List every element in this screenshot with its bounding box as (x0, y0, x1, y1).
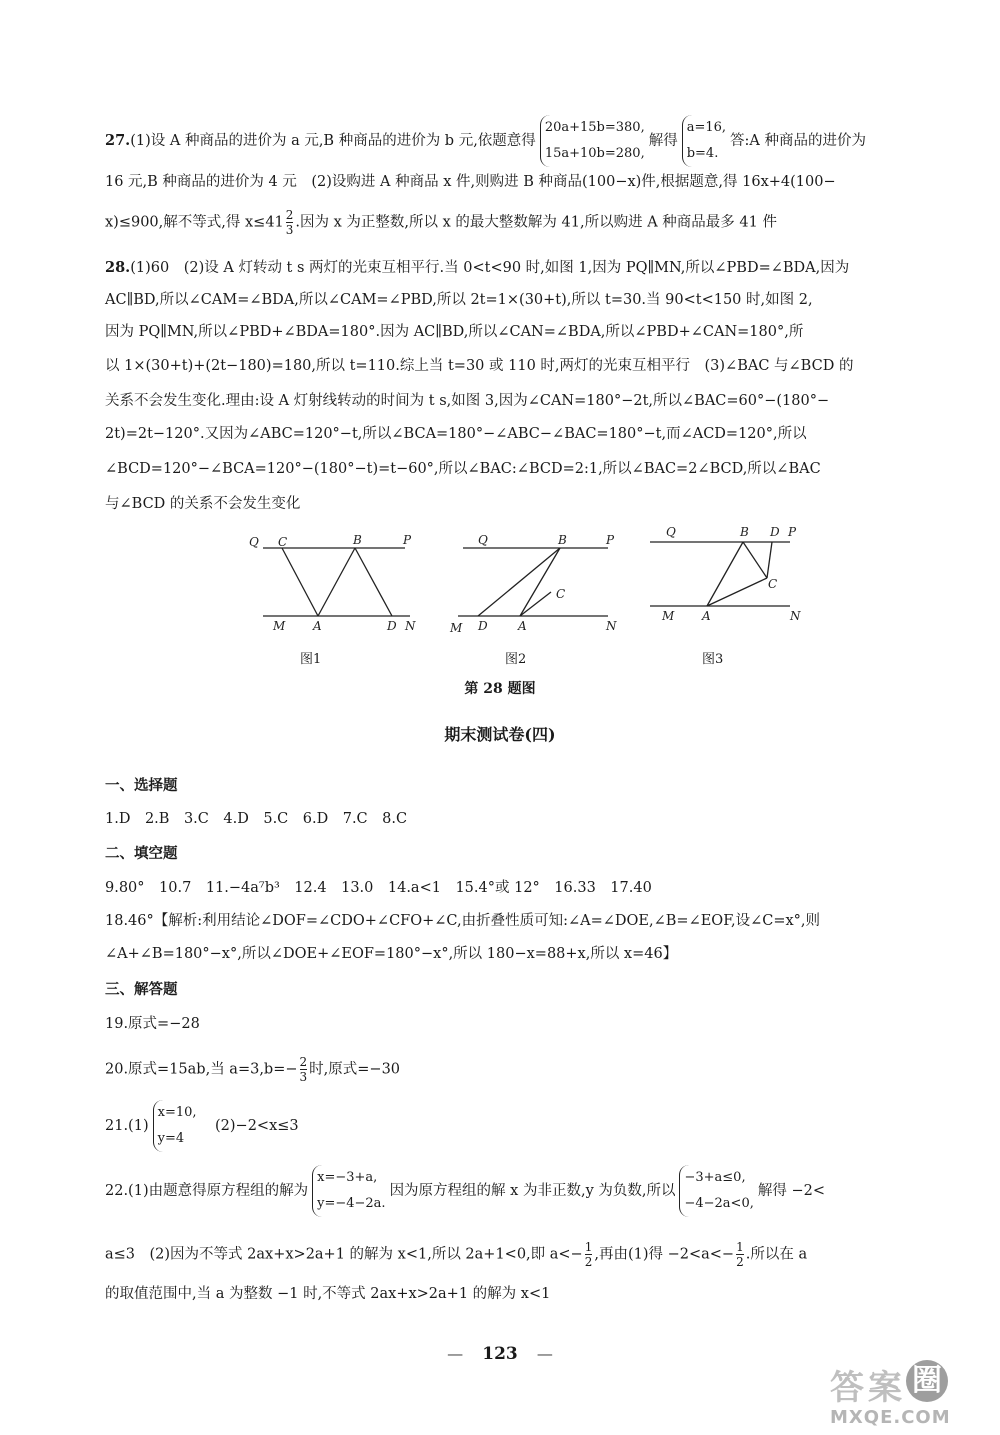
q22-system1: x=−3+a, y=−4−2a. (312, 1165, 385, 1217)
q28-line: 2t)=2t−120°.又因为∠ABC=120°−t,所以∠BCA=180°−∠ABC−∠BAC=180°−t,而∠ACD=120°,所以 (105, 426, 807, 442)
q18-line1: 18.46°【解析:利用结论∠DOF=∠CDO+∠CFO+∠C,由折叠性质可知:∠A=∠DOE,∠B=∠EOF,设∠C=x°,则 (105, 913, 821, 929)
fig3-label-P: P (788, 525, 797, 539)
section2-answers: 9.80° 10.7 11.−4a⁷b³ 12.4 13.0 14.a<1 15.4°或 12° 16.33 17.40 (105, 880, 652, 896)
fig2-label-B: B (558, 533, 567, 547)
footer-dash-left: — (447, 1344, 464, 1363)
fig3-label-M: M (662, 609, 675, 623)
fig1-caption: 图1 (300, 652, 322, 667)
q19: 19.原式=−28 (105, 1016, 200, 1032)
q28-line: 以 1×(30+t)+(2t−180)=180,所以 t=110.综上当 t=30 或 110 时,两灯的光束互相平行 (3)∠BAC 与∠BCD 的 (105, 358, 854, 374)
q20: 20.原式=15ab,当 a=3,b=− $\frac{2}{3}$ 时,原式=−30 (105, 1055, 401, 1084)
fig3-label-C: C (768, 577, 778, 591)
watermark-site: MXQE.COM (830, 1407, 951, 1428)
q27-system2: a=16, b=4. (682, 115, 726, 167)
q22-system2: −3+a≤0, −4−2a<0, (679, 1165, 753, 1217)
fig3-label-A: A (702, 609, 711, 623)
q28-line: ∠BCD=120°−∠BCA=120°−(180°−t)=t−60°,所以∠BAC:∠BCD=2:1,所以∠BAC=2∠BCD,所以∠BAC (105, 461, 821, 477)
fig2-label-P: P (606, 533, 615, 547)
watermark-logo (830, 1360, 995, 1430)
fig3-label-B: B (740, 525, 749, 539)
figure-2 (448, 528, 628, 640)
section1-title: 一、选择题 (105, 777, 178, 794)
q28-line: AC∥BD,所以∠CAM=∠BDA,所以∠CAM=∠PBD,所以 2t=1×(30+t),所以 t=30.当 90<t<150 时,如图 2, (105, 292, 813, 308)
figure-3 (650, 520, 810, 632)
fig2-label-A: A (518, 619, 527, 633)
section2-title: 二、填空题 (105, 845, 178, 862)
q27-line1: 27.(1)设 A 种商品的进价为 a 元,B 种商品的进价为 b 元,依题意得 20a+15b=380, 15a+10b=280, 解得 a=16, b=4. 答:A 种商品的进价为 (105, 115, 866, 167)
fig3-caption: 图3 (702, 652, 724, 667)
fig1-label-Q: Q (249, 535, 259, 549)
fig2-label-Q: Q (478, 533, 488, 547)
q28-line: 28.(1)60 (2)设 A 灯转动 t s 两灯的光束互相平行.当 0<t<90 时,如图 1,因为 PQ∥MN,所以∠PBD=∠BDA,因为 (105, 259, 850, 276)
q21: 21.(1) x=10, y=4 (2)−2<x≤3 (105, 1100, 299, 1152)
fig3-label-N: N (790, 609, 801, 623)
fig2-caption: 图2 (505, 652, 527, 667)
q27-number: 27. (105, 132, 131, 149)
footer-dash-right: — (536, 1344, 553, 1363)
section1-answers: 1.D 2.B 3.C 4.D 5.C 6.D 7.C 8.C (105, 811, 408, 827)
q22-line1: 22.(1)由题意得原方程组的解为 x=−3+a, y=−4−2a. 因为原方程组的解 x 为非正数,y 为负数,所以 −3+a≤0, −4−2a<0, 解得 −2< (105, 1165, 825, 1217)
section3-title: 三、解答题 (105, 981, 178, 998)
figure-group-caption: 第 28 题图 (464, 681, 536, 697)
page-number: 123 (482, 1344, 518, 1364)
fig1-label-C: C (278, 535, 288, 549)
q28-line: 与∠BCD 的关系不会发生变化 (105, 496, 301, 512)
fig1-label-N: N (405, 619, 416, 633)
q22-line2: a≤3 (2)因为不等式 2ax+x>2a+1 的解为 x<1,所以 2a+1<0,即 a<− $\frac{1}{2}$ ,再由(1)得 −2<a<− $\frac{1}{2}$ .所以在 a (105, 1240, 808, 1269)
q22-fraction1: $\frac{1}{2}$ (584, 1240, 593, 1269)
q20-fraction: $\frac{2}{3}$ (299, 1055, 308, 1084)
q22-line3: 的取值范围中,当 a 为整数 −1 时,不等式 2ax+x>2a+1 的解为 x<1 (105, 1286, 551, 1302)
watermark-chars: 答 案 圈 (830, 1360, 995, 1409)
q27-fraction: $\frac{2}{3}$ (285, 208, 294, 237)
q21-system: x=10, y=4 (153, 1100, 197, 1152)
q18-line2: ∠A+∠B=180°−x°,所以∠DOE+∠EOF=180°−x°,所以 180−x=88+x,所以 x=46】 (105, 946, 678, 962)
figure-1 (245, 528, 425, 640)
q27-line2: 16 元,B 种商品的进价为 4 元 (2)设购进 A 种商品 x 件,则购进 B 种商品(100−x)件,根据题意,得 16x+4(100− (105, 174, 836, 190)
fig2-label-N: N (606, 619, 617, 633)
fig3-label-D: D (770, 525, 780, 539)
exam-title: 期末测试卷(四) (444, 725, 556, 744)
fig3-label-Q: Q (666, 525, 676, 539)
fig1-label-M: M (273, 619, 286, 633)
fig2-label-M: M (450, 621, 463, 635)
q28-line: 关系不会发生变化.理由:设 A 灯射线转动的时间为 t s,如图 3,因为∠CAN=180°−2t,所以∠BAC=60°−(180°− (105, 393, 830, 409)
fig1-label-A: A (313, 619, 322, 633)
q27-line3: x)≤900,解不等式,得 x≤41 $\frac{2}{3}$ .因为 x 为正整数,所以 x 的最大整数解为 41,所以购进 A 种商品最多 41 件 (105, 208, 777, 237)
q27-system1: 20a+15b=380, 15a+10b=280, (540, 115, 645, 167)
fig1-label-P: P (403, 533, 412, 547)
fig2-label-C: C (556, 587, 566, 601)
q28-line: 因为 PQ∥MN,所以∠PBD+∠BDA=180°.因为 AC∥BD,所以∠CAN=∠BDA,所以∠PBD+∠CAN=180°,所 (105, 324, 804, 340)
q22-fraction2: $\frac{1}{2}$ (736, 1240, 744, 1269)
fig1-label-D: D (387, 619, 397, 633)
fig1-label-B: B (353, 533, 362, 547)
fig2-label-D: D (478, 619, 488, 633)
